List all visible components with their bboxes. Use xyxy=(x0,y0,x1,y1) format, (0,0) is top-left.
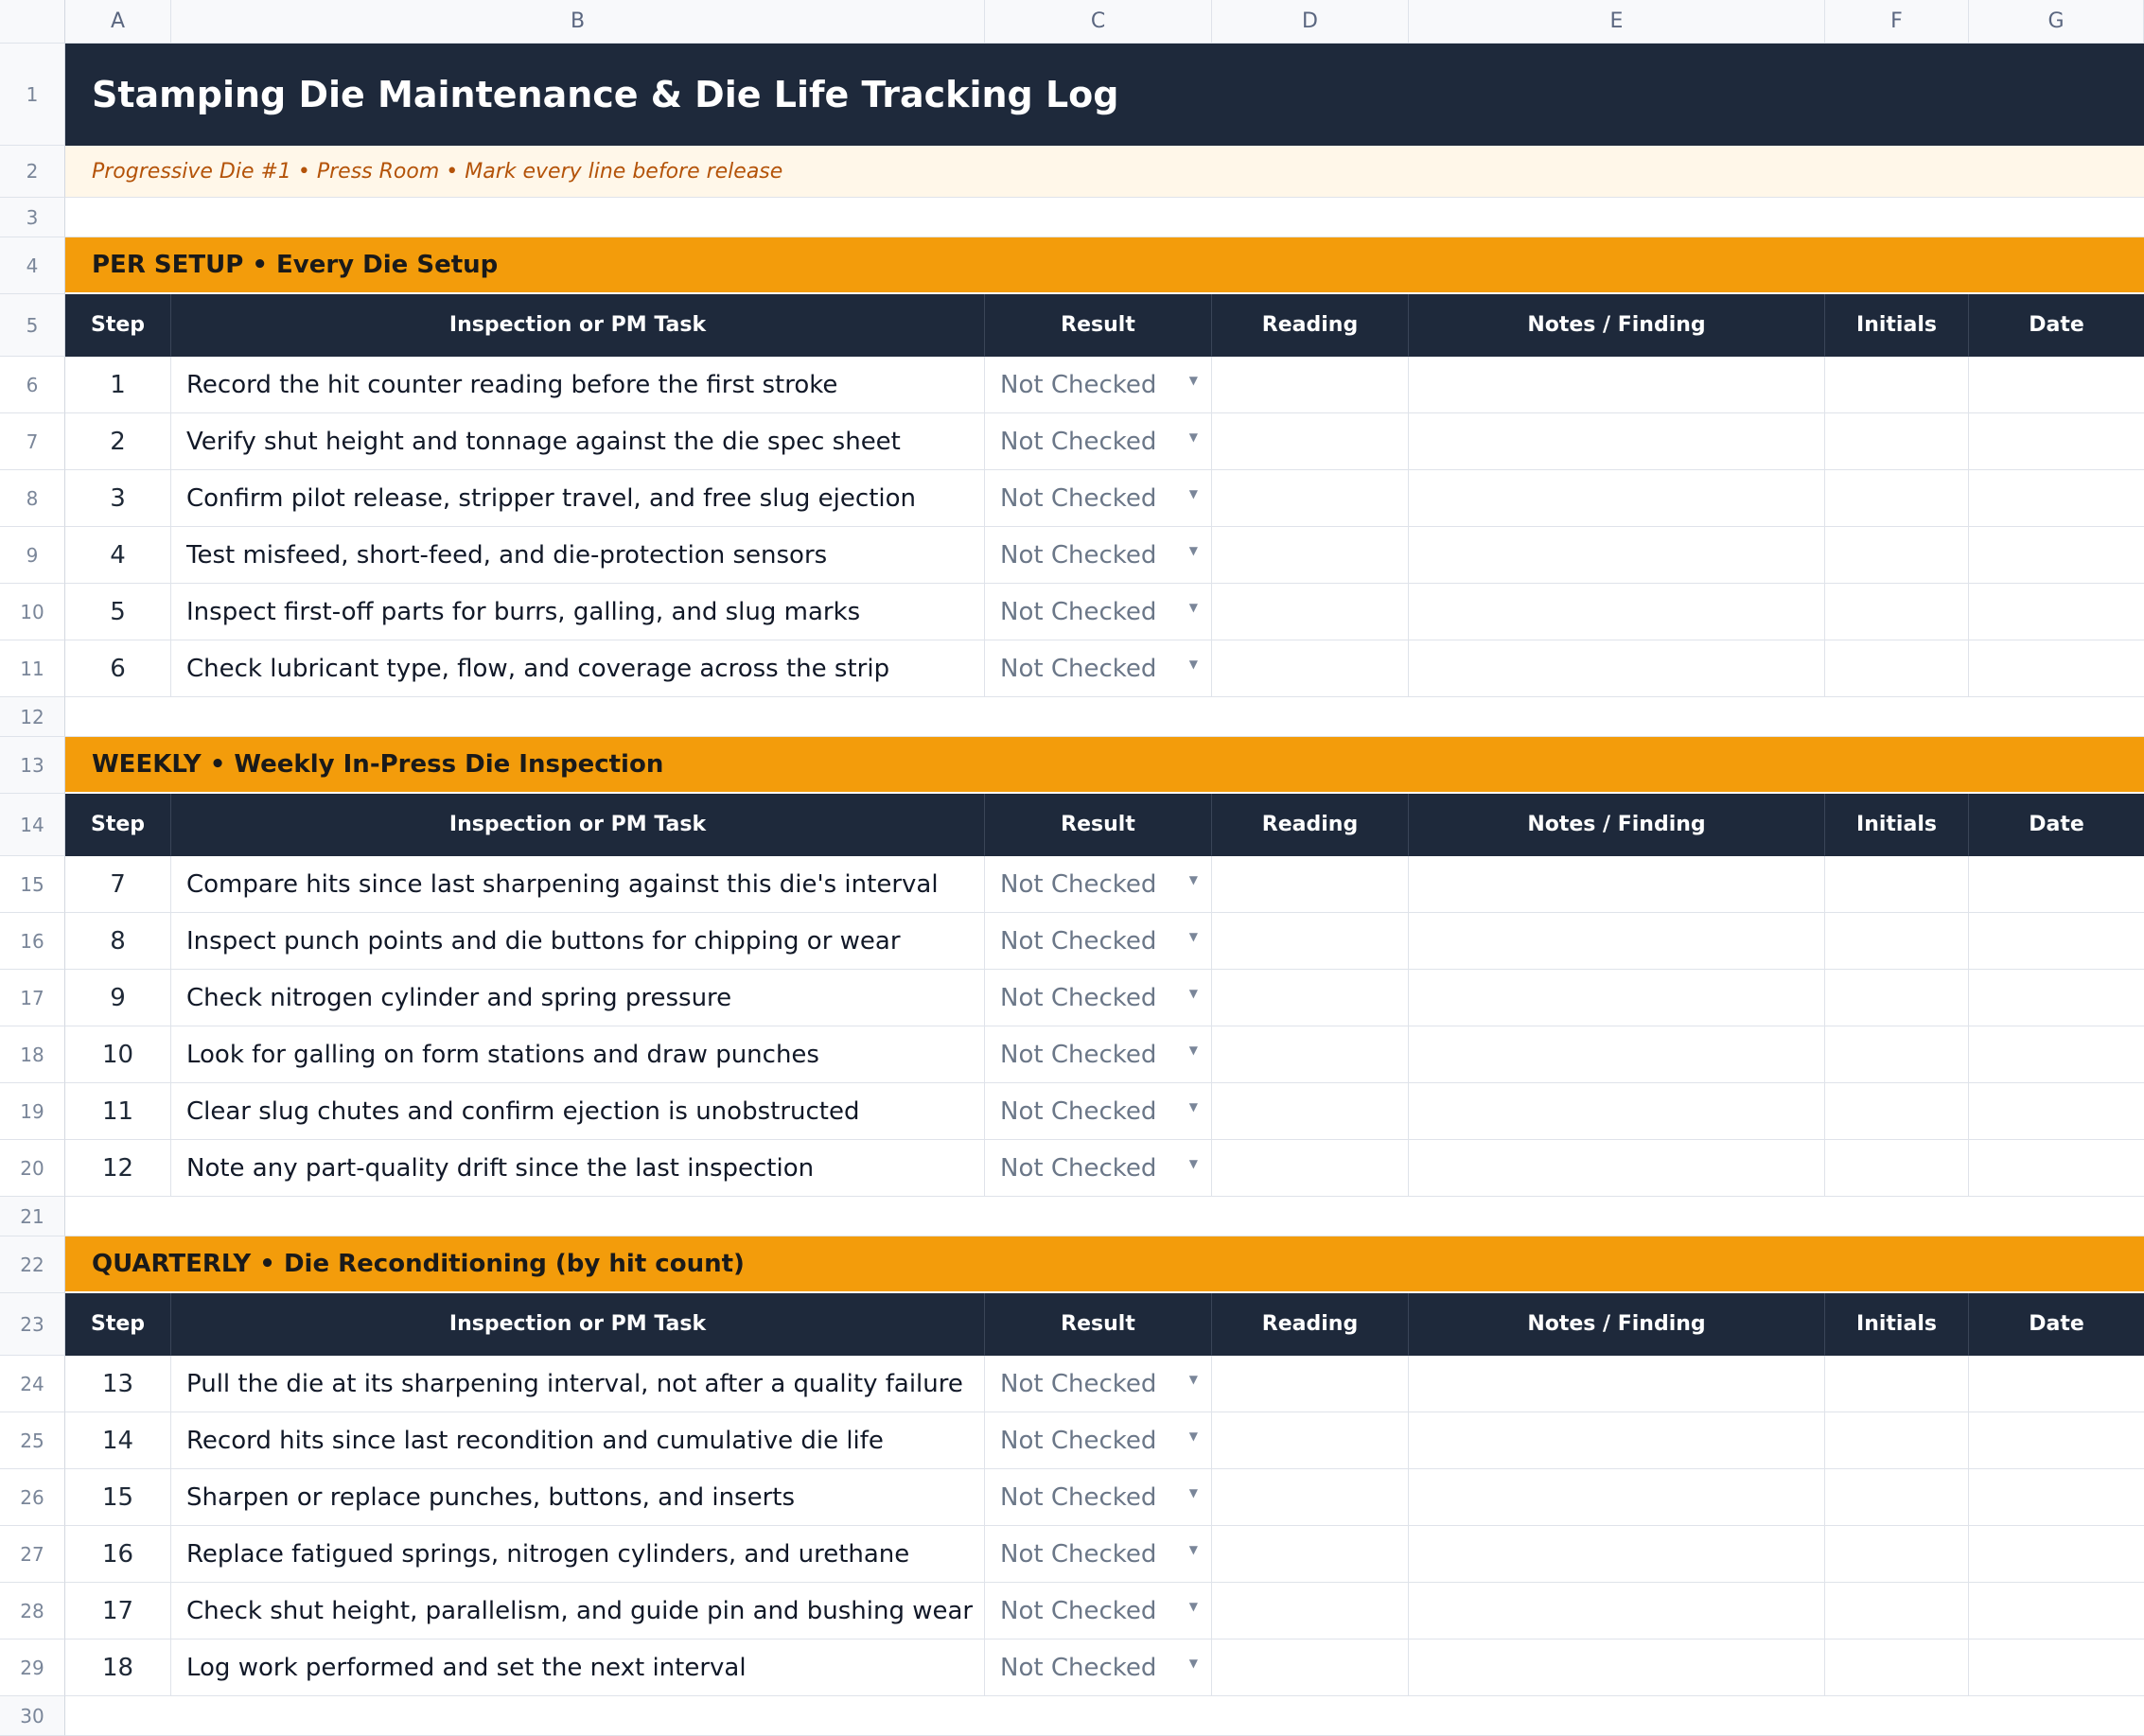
task-row xyxy=(0,1583,2144,1640)
blank-cell[interactable] xyxy=(65,697,2144,737)
result-dropdown[interactable] xyxy=(985,856,1212,913)
task-row xyxy=(0,1026,2144,1083)
task-description-cell[interactable]: Inspect first-off parts for burrs, galling, and slug marks xyxy=(171,584,985,640)
task-row xyxy=(0,1412,2144,1469)
result-value: Not Checked xyxy=(1000,983,1157,1012)
initials-cell[interactable] xyxy=(1825,1469,1969,1526)
column-header-g[interactable]: G xyxy=(1969,0,2144,44)
dropdown-arrow-icon[interactable]: ▼ xyxy=(1188,373,1198,387)
result-dropdown[interactable] xyxy=(985,640,1212,697)
column-header-c[interactable]: C xyxy=(985,0,1212,44)
result-value: Not Checked xyxy=(1000,540,1157,570)
row-number[interactable]: 8 xyxy=(0,470,65,527)
column-result-header[interactable]: Result xyxy=(985,1293,1212,1356)
row-number[interactable]: 14 xyxy=(0,794,65,856)
row-number[interactable]: 7 xyxy=(0,413,65,470)
table-header-row xyxy=(0,794,2144,856)
dropdown-arrow-icon[interactable]: ▼ xyxy=(1188,1099,1198,1113)
notes-cell[interactable] xyxy=(1409,1083,1825,1140)
column-header-e[interactable]: E xyxy=(1409,0,1825,44)
initials-cell[interactable] xyxy=(1825,413,1969,470)
blank-row xyxy=(0,1197,2144,1236)
date-cell[interactable] xyxy=(1969,1526,2144,1583)
reading-cell[interactable] xyxy=(1212,527,1409,584)
result-dropdown[interactable] xyxy=(985,1526,1212,1583)
initials-cell[interactable] xyxy=(1825,1526,1969,1583)
select-all-corner[interactable] xyxy=(0,0,65,44)
task-row xyxy=(0,640,2144,697)
column-task-header[interactable]: Inspection or PM Task xyxy=(171,1293,985,1356)
sheet-title[interactable]: Stamping Die Maintenance & Die Life Tracking Log xyxy=(65,44,2144,146)
task-row xyxy=(0,1140,2144,1197)
row-number[interactable]: 27 xyxy=(0,1526,65,1583)
row-number[interactable]: 3 xyxy=(0,198,65,237)
initials-cell[interactable] xyxy=(1825,527,1969,584)
date-cell[interactable] xyxy=(1969,527,2144,584)
row-number[interactable]: 9 xyxy=(0,527,65,584)
step-number-cell[interactable]: 14 xyxy=(65,1412,171,1469)
row-number[interactable]: 19 xyxy=(0,1083,65,1140)
task-description-cell[interactable]: Replace fatigued springs, nitrogen cylinders, and urethane xyxy=(171,1526,985,1583)
result-value: Not Checked xyxy=(1000,926,1157,956)
column-header-a[interactable]: A xyxy=(65,0,171,44)
notes-cell[interactable] xyxy=(1409,1583,1825,1640)
date-cell[interactable] xyxy=(1969,913,2144,970)
dropdown-arrow-icon[interactable]: ▼ xyxy=(1188,1043,1198,1057)
column-header-d[interactable]: D xyxy=(1212,0,1409,44)
task-description-cell[interactable]: Check nitrogen cylinder and spring pressure xyxy=(171,970,985,1026)
column-result-header[interactable]: Result xyxy=(985,794,1212,856)
task-row xyxy=(0,1469,2144,1526)
initials-cell[interactable] xyxy=(1825,913,1969,970)
initials-cell[interactable] xyxy=(1825,1640,1969,1696)
date-cell[interactable] xyxy=(1969,1140,2144,1197)
column-reading-header[interactable]: Reading xyxy=(1212,294,1409,357)
reading-cell[interactable] xyxy=(1212,1583,1409,1640)
date-cell[interactable] xyxy=(1969,1583,2144,1640)
blank-cell[interactable] xyxy=(65,1197,2144,1236)
notes-cell[interactable] xyxy=(1409,913,1825,970)
result-dropdown[interactable] xyxy=(985,584,1212,640)
step-number-cell[interactable]: 15 xyxy=(65,1469,171,1526)
initials-cell[interactable] xyxy=(1825,1083,1969,1140)
result-value: Not Checked xyxy=(1000,1096,1157,1126)
notes-cell[interactable] xyxy=(1409,1526,1825,1583)
dropdown-arrow-icon[interactable]: ▼ xyxy=(1188,986,1198,1000)
date-cell[interactable] xyxy=(1969,970,2144,1026)
dropdown-arrow-icon[interactable]: ▼ xyxy=(1188,657,1198,671)
section-header-row xyxy=(0,1236,2144,1293)
column-notes-header[interactable]: Notes / Finding xyxy=(1409,794,1825,856)
task-description-cell[interactable]: Log work performed and set the next interval xyxy=(171,1640,985,1696)
initials-cell[interactable] xyxy=(1825,1583,1969,1640)
initials-cell[interactable] xyxy=(1825,1412,1969,1469)
row-number[interactable]: 10 xyxy=(0,584,65,640)
blank-cell[interactable] xyxy=(65,198,2144,237)
result-value: Not Checked xyxy=(1000,1482,1157,1512)
reading-cell[interactable] xyxy=(1212,413,1409,470)
dropdown-arrow-icon[interactable]: ▼ xyxy=(1188,1599,1198,1613)
date-cell[interactable] xyxy=(1969,357,2144,413)
dropdown-arrow-icon[interactable]: ▼ xyxy=(1188,543,1198,557)
notes-cell[interactable] xyxy=(1409,584,1825,640)
result-dropdown[interactable] xyxy=(985,470,1212,527)
section-title[interactable]: QUARTERLY • Die Reconditioning (by hit count) xyxy=(65,1236,2144,1293)
row-number[interactable]: 1 xyxy=(0,44,65,146)
column-notes-header[interactable]: Notes / Finding xyxy=(1409,1293,1825,1356)
task-description-cell[interactable]: Pull the die at its sharpening interval, not after a quality failure xyxy=(171,1356,985,1412)
reading-cell[interactable] xyxy=(1212,640,1409,697)
result-value: Not Checked xyxy=(1000,483,1157,513)
column-reading-header[interactable]: Reading xyxy=(1212,794,1409,856)
reading-cell[interactable] xyxy=(1212,1469,1409,1526)
section-title[interactable]: PER SETUP • Every Die Setup xyxy=(65,237,2144,294)
reading-cell[interactable] xyxy=(1212,1356,1409,1412)
step-number-cell[interactable]: 13 xyxy=(65,1356,171,1412)
step-number-cell[interactable]: 5 xyxy=(65,584,171,640)
dropdown-arrow-icon[interactable]: ▼ xyxy=(1188,600,1198,614)
result-dropdown[interactable] xyxy=(985,1083,1212,1140)
column-initials-header[interactable]: Initials xyxy=(1825,794,1969,856)
task-description-cell[interactable]: Compare hits since last sharpening against this die's interval xyxy=(171,856,985,913)
task-row xyxy=(0,970,2144,1026)
task-row xyxy=(0,1083,2144,1140)
result-value: Not Checked xyxy=(1000,1653,1157,1682)
step-number-cell[interactable]: 4 xyxy=(65,527,171,584)
result-value: Not Checked xyxy=(1000,654,1157,683)
row-number[interactable]: 2 xyxy=(0,146,65,198)
task-row xyxy=(0,470,2144,527)
row-number[interactable]: 26 xyxy=(0,1469,65,1526)
reading-cell[interactable] xyxy=(1212,1083,1409,1140)
row-number[interactable]: 20 xyxy=(0,1140,65,1197)
task-row xyxy=(0,1356,2144,1412)
initials-cell[interactable] xyxy=(1825,357,1969,413)
step-number-cell[interactable]: 9 xyxy=(65,970,171,1026)
step-number-cell[interactable]: 16 xyxy=(65,1526,171,1583)
dropdown-arrow-icon[interactable]: ▼ xyxy=(1188,1429,1198,1443)
row-number[interactable]: 17 xyxy=(0,970,65,1026)
dropdown-arrow-icon[interactable]: ▼ xyxy=(1188,1485,1198,1499)
date-cell[interactable] xyxy=(1969,413,2144,470)
date-cell[interactable] xyxy=(1969,1026,2144,1083)
result-value: Not Checked xyxy=(1000,1153,1157,1183)
dropdown-arrow-icon[interactable]: ▼ xyxy=(1188,1372,1198,1386)
result-value: Not Checked xyxy=(1000,1596,1157,1625)
step-number-cell[interactable]: 18 xyxy=(65,1640,171,1696)
row-number[interactable]: 6 xyxy=(0,357,65,413)
result-value: Not Checked xyxy=(1000,1426,1157,1455)
result-value: Not Checked xyxy=(1000,1040,1157,1069)
row-number[interactable]: 29 xyxy=(0,1640,65,1696)
step-number-cell[interactable]: 12 xyxy=(65,1140,171,1197)
result-dropdown[interactable] xyxy=(985,1583,1212,1640)
task-description-cell[interactable]: Check shut height, parallelism, and guide pin and bushing wear xyxy=(171,1583,985,1640)
dropdown-arrow-icon[interactable]: ▼ xyxy=(1188,872,1198,886)
result-dropdown[interactable] xyxy=(985,527,1212,584)
row-number[interactable]: 25 xyxy=(0,1412,65,1469)
blank-row xyxy=(0,198,2144,237)
column-result-header[interactable]: Result xyxy=(985,294,1212,357)
step-number-cell[interactable]: 8 xyxy=(65,913,171,970)
section-header-row xyxy=(0,737,2144,794)
result-value: Not Checked xyxy=(1000,1369,1157,1398)
task-row xyxy=(0,584,2144,640)
sheet-subtitle[interactable]: Progressive Die #1 • Press Room • Mark every line before release xyxy=(65,146,2144,198)
task-description-cell[interactable]: Clear slug chutes and confirm ejection is unobstructed xyxy=(171,1083,985,1140)
initials-cell[interactable] xyxy=(1825,584,1969,640)
row-number[interactable]: 21 xyxy=(0,1197,65,1236)
row-number[interactable]: 24 xyxy=(0,1356,65,1412)
blank-row xyxy=(0,1696,2144,1736)
row-number[interactable]: 5 xyxy=(0,294,65,357)
notes-cell[interactable] xyxy=(1409,1356,1825,1412)
task-description-cell[interactable]: Record the hit counter reading before the first stroke xyxy=(171,357,985,413)
task-row xyxy=(0,1640,2144,1696)
dropdown-arrow-icon[interactable]: ▼ xyxy=(1188,929,1198,943)
column-step-header[interactable]: Step xyxy=(65,1293,171,1356)
date-cell[interactable] xyxy=(1969,470,2144,527)
date-cell[interactable] xyxy=(1969,1640,2144,1696)
notes-cell[interactable] xyxy=(1409,413,1825,470)
task-description-cell[interactable]: Inspect punch points and die buttons for chipping or wear xyxy=(171,913,985,970)
row-number[interactable]: 16 xyxy=(0,913,65,970)
title-row xyxy=(0,44,2144,146)
reading-cell[interactable] xyxy=(1212,913,1409,970)
notes-cell[interactable] xyxy=(1409,640,1825,697)
initials-cell[interactable] xyxy=(1825,856,1969,913)
notes-cell[interactable] xyxy=(1409,1469,1825,1526)
reading-cell[interactable] xyxy=(1212,1140,1409,1197)
reading-cell[interactable] xyxy=(1212,1640,1409,1696)
dropdown-arrow-icon[interactable]: ▼ xyxy=(1188,1656,1198,1670)
task-description-cell[interactable]: Record hits since last recondition and cumulative die life xyxy=(171,1412,985,1469)
section-title[interactable]: WEEKLY • Weekly In-Press Die Inspection xyxy=(65,737,2144,794)
task-description-cell[interactable]: Verify shut height and tonnage against the die spec sheet xyxy=(171,413,985,470)
notes-cell[interactable] xyxy=(1409,470,1825,527)
step-number-cell[interactable]: 1 xyxy=(65,357,171,413)
step-number-cell[interactable]: 11 xyxy=(65,1083,171,1140)
notes-cell[interactable] xyxy=(1409,1640,1825,1696)
task-row xyxy=(0,913,2144,970)
task-description-cell[interactable]: Test misfeed, short-feed, and die-protection sensors xyxy=(171,527,985,584)
reading-cell[interactable] xyxy=(1212,470,1409,527)
task-description-cell[interactable]: Look for galling on form stations and draw punches xyxy=(171,1026,985,1083)
task-row xyxy=(0,357,2144,413)
dropdown-arrow-icon[interactable]: ▼ xyxy=(1188,1542,1198,1556)
notes-cell[interactable] xyxy=(1409,1140,1825,1197)
date-cell[interactable] xyxy=(1969,1469,2144,1526)
date-cell[interactable] xyxy=(1969,856,2144,913)
section-header-row xyxy=(0,237,2144,294)
result-dropdown[interactable] xyxy=(985,970,1212,1026)
reading-cell[interactable] xyxy=(1212,1026,1409,1083)
initials-cell[interactable] xyxy=(1825,1026,1969,1083)
reading-cell[interactable] xyxy=(1212,357,1409,413)
column-date-header[interactable]: Date xyxy=(1969,294,2144,357)
result-dropdown[interactable] xyxy=(985,1140,1212,1197)
result-dropdown[interactable] xyxy=(985,413,1212,470)
column-step-header[interactable]: Step xyxy=(65,294,171,357)
row-number[interactable]: 30 xyxy=(0,1696,65,1736)
row-number[interactable]: 18 xyxy=(0,1026,65,1083)
result-dropdown[interactable] xyxy=(985,1640,1212,1696)
result-value: Not Checked xyxy=(1000,869,1157,899)
column-initials-header[interactable]: Initials xyxy=(1825,294,1969,357)
task-row xyxy=(0,856,2144,913)
result-dropdown[interactable] xyxy=(985,1026,1212,1083)
task-row xyxy=(0,1526,2144,1583)
step-number-cell[interactable]: 7 xyxy=(65,856,171,913)
date-cell[interactable] xyxy=(1969,640,2144,697)
row-number[interactable]: 11 xyxy=(0,640,65,697)
column-notes-header[interactable]: Notes / Finding xyxy=(1409,294,1825,357)
result-value: Not Checked xyxy=(1000,1539,1157,1569)
reading-cell[interactable] xyxy=(1212,584,1409,640)
notes-cell[interactable] xyxy=(1409,357,1825,413)
row-number[interactable]: 13 xyxy=(0,737,65,794)
task-description-cell[interactable]: Confirm pilot release, stripper travel, and free slug ejection xyxy=(171,470,985,527)
row-number[interactable]: 23 xyxy=(0,1293,65,1356)
date-cell[interactable] xyxy=(1969,1083,2144,1140)
row-number[interactable]: 22 xyxy=(0,1236,65,1293)
result-value: Not Checked xyxy=(1000,597,1157,626)
notes-cell[interactable] xyxy=(1409,1412,1825,1469)
task-description-cell[interactable]: Sharpen or replace punches, buttons, and inserts xyxy=(171,1469,985,1526)
column-task-header[interactable]: Inspection or PM Task xyxy=(171,794,985,856)
result-dropdown[interactable] xyxy=(985,913,1212,970)
column-header-b[interactable]: B xyxy=(171,0,985,44)
notes-cell[interactable] xyxy=(1409,970,1825,1026)
dropdown-arrow-icon[interactable]: ▼ xyxy=(1188,1156,1198,1170)
dropdown-arrow-icon[interactable]: ▼ xyxy=(1188,430,1198,444)
column-reading-header[interactable]: Reading xyxy=(1212,1293,1409,1356)
result-dropdown[interactable] xyxy=(985,1356,1212,1412)
row-number[interactable]: 15 xyxy=(0,856,65,913)
dropdown-arrow-icon[interactable]: ▼ xyxy=(1188,486,1198,500)
initials-cell[interactable] xyxy=(1825,470,1969,527)
reading-cell[interactable] xyxy=(1212,970,1409,1026)
column-header-f[interactable]: F xyxy=(1825,0,1969,44)
step-number-cell[interactable]: 6 xyxy=(65,640,171,697)
result-value: Not Checked xyxy=(1000,370,1157,399)
notes-cell[interactable] xyxy=(1409,1026,1825,1083)
step-number-cell[interactable]: 2 xyxy=(65,413,171,470)
column-header-row xyxy=(0,0,2144,44)
table-header-row xyxy=(0,1293,2144,1356)
task-row xyxy=(0,527,2144,584)
row-number[interactable]: 12 xyxy=(0,697,65,737)
initials-cell[interactable] xyxy=(1825,1140,1969,1197)
result-dropdown[interactable] xyxy=(985,357,1212,413)
step-number-cell[interactable]: 17 xyxy=(65,1583,171,1640)
result-value: Not Checked xyxy=(1000,427,1157,456)
reading-cell[interactable] xyxy=(1212,1526,1409,1583)
initials-cell[interactable] xyxy=(1825,640,1969,697)
reading-cell[interactable] xyxy=(1212,1412,1409,1469)
step-number-cell[interactable]: 10 xyxy=(65,1026,171,1083)
subtitle-row xyxy=(0,146,2144,198)
date-cell[interactable] xyxy=(1969,1356,2144,1412)
reading-cell[interactable] xyxy=(1212,856,1409,913)
initials-cell[interactable] xyxy=(1825,970,1969,1026)
blank-row xyxy=(0,697,2144,737)
initials-cell[interactable] xyxy=(1825,1356,1969,1412)
task-description-cell[interactable]: Check lubricant type, flow, and coverage across the strip xyxy=(171,640,985,697)
task-description-cell[interactable]: Note any part-quality drift since the last inspection xyxy=(171,1140,985,1197)
step-number-cell[interactable]: 3 xyxy=(65,470,171,527)
column-date-header[interactable]: Date xyxy=(1969,794,2144,856)
result-dropdown[interactable] xyxy=(985,1412,1212,1469)
date-cell[interactable] xyxy=(1969,1412,2144,1469)
column-task-header[interactable]: Inspection or PM Task xyxy=(171,294,985,357)
column-initials-header[interactable]: Initials xyxy=(1825,1293,1969,1356)
task-row xyxy=(0,413,2144,470)
column-step-header[interactable]: Step xyxy=(65,794,171,856)
row-number[interactable]: 4 xyxy=(0,237,65,294)
notes-cell[interactable] xyxy=(1409,527,1825,584)
table-header-row xyxy=(0,294,2144,357)
row-number[interactable]: 28 xyxy=(0,1583,65,1640)
notes-cell[interactable] xyxy=(1409,856,1825,913)
date-cell[interactable] xyxy=(1969,584,2144,640)
result-dropdown[interactable] xyxy=(985,1469,1212,1526)
blank-cell[interactable] xyxy=(65,1696,2144,1736)
column-date-header[interactable]: Date xyxy=(1969,1293,2144,1356)
